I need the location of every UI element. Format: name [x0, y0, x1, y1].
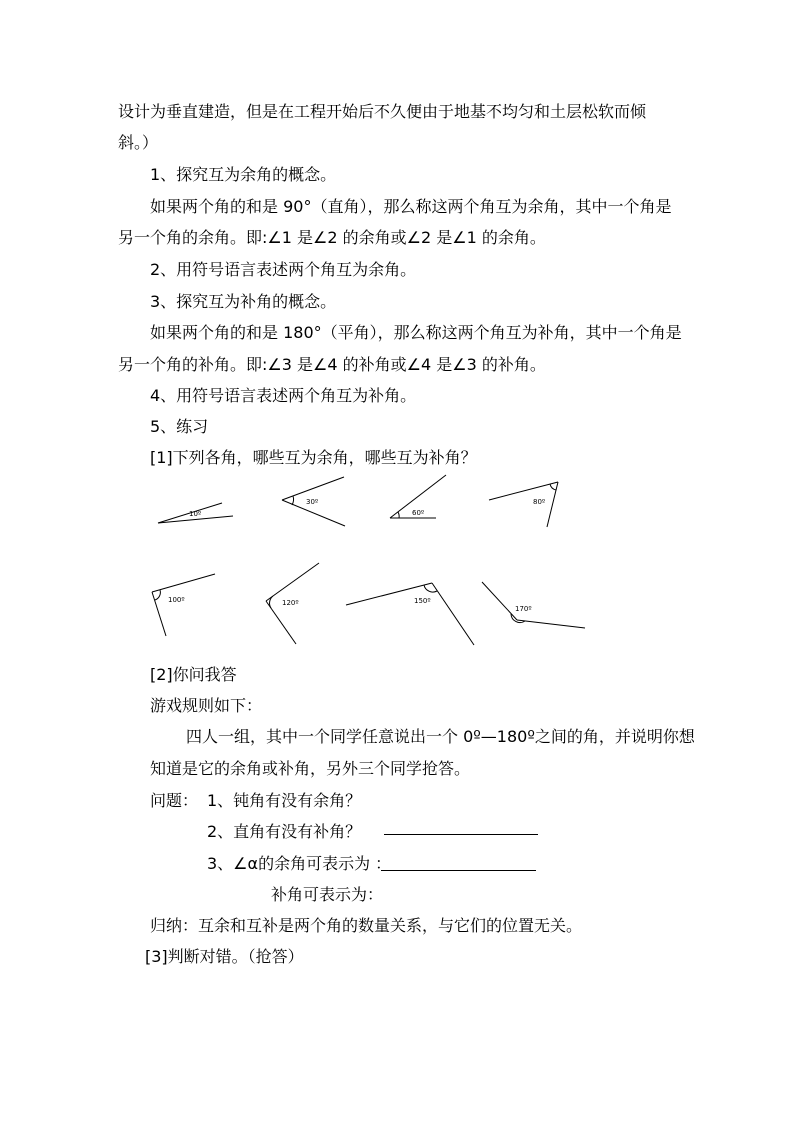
angle-figure-80 [489, 482, 558, 527]
angle-label-170: 170º [515, 605, 532, 613]
angle-label-10: 10º [189, 510, 202, 518]
angle-label-60: 60º [412, 509, 425, 517]
rules-title: 游戏规则如下： [150, 696, 263, 715]
angle-figure-150 [346, 583, 474, 645]
question-2: 2、直角有没有补角？ [207, 822, 362, 841]
paragraph-line: 四人一组，其中一个同学任意说出一个 0º—180º之间的角，并说明你想 [186, 727, 695, 746]
angle-figure-100 [152, 574, 215, 636]
angle-label-150: 150º [414, 597, 431, 605]
angle-label-80: 80º [533, 498, 546, 506]
question-3: 3、∠α的余角可表示为 ： [207, 854, 392, 873]
exercise-3-title: [3]判断对错。（抢答） [145, 947, 304, 966]
paragraph-line: 另一个角的补角。即:∠3 是∠4 的补角或∠4 是∠3 的补角。 [118, 355, 546, 374]
section-4-title: 4、用符号语言表述两个角互为补角。 [150, 386, 417, 405]
angle-figure-170 [482, 582, 585, 628]
paragraph-line: 设计为垂直建造，但是在工程开始后不久便由于地基不均匀和土层松软而倾 [118, 102, 647, 121]
section-3-title: 3、探究互为补角的概念。 [150, 292, 337, 311]
answer-blank-2[interactable] [384, 834, 538, 835]
paragraph-line: 如果两个角的和是 90°（直角），那么称这两个角互为余角，其中一个角是 [150, 197, 672, 216]
answer-blank-3[interactable] [381, 870, 536, 871]
angle-label-100: 100º [168, 596, 185, 604]
angle-label-30: 30º [306, 498, 319, 506]
angle-label-120: 120º [282, 599, 299, 607]
section-5-title: 5、练习 [150, 417, 209, 436]
paragraph-line: 另一个角的余角。即:∠1 是∠2 的余角或∠2 是∠1 的余角。 [118, 228, 546, 247]
question-3b: 补角可表示为： [271, 885, 384, 904]
paragraph-line: 知道是它的余角或补角，另外三个同学抢答。 [150, 759, 471, 778]
paragraph-line: 斜。） [118, 133, 159, 152]
question-1: 1、钝角有没有余角？ [207, 791, 362, 810]
summary: 归纳：互余和互补是两个角的数量关系，与它们的位置无关。 [150, 916, 583, 935]
exercise-1-title: [1]下列各角，哪些互为余角，哪些互为补角？ [150, 448, 477, 467]
exercise-2-title: [2]你问我答 [150, 665, 237, 684]
paragraph-line: 如果两个角的和是 180°（平角），那么称这两个角互为补角，其中一个角是 [150, 323, 682, 342]
section-2-title: 2、用符号语言表述两个角互为余角。 [150, 260, 417, 279]
questions-label: 问题： [150, 791, 199, 810]
section-1-title: 1、探究互为余角的概念。 [150, 165, 337, 184]
